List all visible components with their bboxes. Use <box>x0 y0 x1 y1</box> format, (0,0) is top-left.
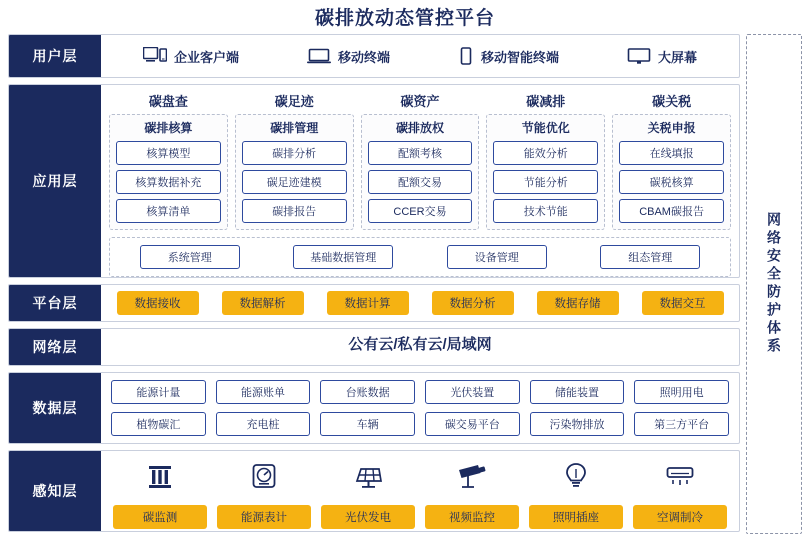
app-chip[interactable]: CCER交易 <box>368 199 473 223</box>
app-column-head: 碳资产 <box>400 94 440 109</box>
app-chip[interactable]: 配额考核 <box>368 141 473 165</box>
data-chip[interactable]: 污染物排放 <box>530 412 625 436</box>
app-chip[interactable]: 碳足迹建模 <box>242 170 347 194</box>
data-chip[interactable]: 储能装置 <box>530 380 625 404</box>
security-band <box>746 34 802 534</box>
sense-chip[interactable]: 空调制冷 <box>633 505 727 529</box>
app-chip[interactable]: 核算模型 <box>116 141 221 165</box>
user-item-label: 移动终端 <box>337 49 390 65</box>
app-chip[interactable]: 碳排分析 <box>242 141 347 165</box>
sense-chip[interactable]: 能源表计 <box>217 505 311 529</box>
app-column-carbon-inventory <box>109 91 228 230</box>
layer-sense-label: 感知层 <box>9 451 101 531</box>
layer-platform-content <box>101 285 739 321</box>
app-management-chip[interactable]: 基础数据管理 <box>293 245 393 269</box>
cctv-camera-icon <box>425 453 519 499</box>
app-column-head: 碳足迹 <box>274 94 314 109</box>
page-title: 碳排放动态管控平台 <box>314 8 495 29</box>
app-chip[interactable]: 技术节能 <box>493 199 598 223</box>
data-chip[interactable]: 能源计量 <box>111 380 206 404</box>
layer-data <box>8 372 740 444</box>
platform-chip[interactable]: 数据交互 <box>642 291 724 315</box>
app-column-sub: 碳排管理 <box>270 121 319 135</box>
laptop-icon <box>307 47 331 65</box>
layer-sense <box>8 450 740 532</box>
data-chip[interactable]: 充电桩 <box>216 412 311 436</box>
sense-chip[interactable]: 碳监测 <box>113 505 207 529</box>
layer-platform-label: 平台层 <box>9 285 101 321</box>
app-chip[interactable]: 节能分析 <box>493 170 598 194</box>
data-chip[interactable]: 台账数据 <box>320 380 415 404</box>
layer-stack <box>8 34 740 534</box>
platform-chip[interactable]: 数据计算 <box>327 291 409 315</box>
user-item-label: 大屏幕 <box>657 49 697 65</box>
user-item-label: 企业客户端 <box>173 49 239 65</box>
layer-data-label: 数据层 <box>9 373 101 443</box>
app-column-carbon-reduction <box>486 91 605 230</box>
platform-chip[interactable]: 数据存储 <box>537 291 619 315</box>
app-chip[interactable]: 配额交易 <box>368 170 473 194</box>
app-column-carbon-footprint <box>235 91 354 230</box>
app-column-head: 碳盘查 <box>148 94 188 109</box>
layer-user-content <box>101 35 739 77</box>
sense-chip[interactable]: 视频监控 <box>425 505 519 529</box>
energy-meter-icon <box>217 453 311 499</box>
layer-data-content <box>101 373 739 443</box>
app-chip[interactable]: 核算清单 <box>116 199 221 223</box>
sense-chip[interactable]: 光伏发电 <box>321 505 415 529</box>
app-column-sub: 关税申报 <box>647 121 696 135</box>
user-item-enterprise-client[interactable] <box>143 47 239 66</box>
app-column-carbon-assets <box>361 91 480 230</box>
light-bulb-icon <box>529 453 623 499</box>
layer-platform <box>8 284 740 322</box>
app-management-chip[interactable]: 系统管理 <box>140 245 240 269</box>
app-management-chip[interactable]: 设备管理 <box>447 245 547 269</box>
layer-network <box>8 328 740 366</box>
layer-user <box>8 34 740 78</box>
smartphone-icon <box>458 47 474 65</box>
app-column-sub: 节能优化 <box>521 121 570 135</box>
large-screen-icon <box>627 47 651 65</box>
air-conditioner-icon <box>633 453 727 499</box>
layer-network-content <box>101 329 739 365</box>
app-column-carbon-tariff <box>612 91 731 230</box>
app-chip[interactable]: CBAM碳报告 <box>619 199 724 223</box>
user-item-label: 移动智能终端 <box>480 49 559 65</box>
layer-app-content <box>101 85 739 277</box>
sense-chip[interactable]: 照明插座 <box>529 505 623 529</box>
layer-sense-content <box>101 451 739 531</box>
layer-app <box>8 84 740 278</box>
platform-chip[interactable]: 数据接收 <box>117 291 199 315</box>
solar-panel-icon <box>321 453 415 499</box>
data-chip[interactable]: 第三方平台 <box>634 412 729 436</box>
app-column-sub: 碳排放权 <box>395 121 444 135</box>
network-text: 公有云/私有云/局域网 <box>348 336 492 353</box>
app-column-head: 碳关税 <box>652 94 692 109</box>
layer-network-label: 网络层 <box>9 329 101 365</box>
app-chip[interactable]: 碳税核算 <box>619 170 724 194</box>
app-column-sub: 碳排核算 <box>144 121 193 135</box>
app-chip[interactable]: 核算数据补充 <box>116 170 221 194</box>
app-column-head: 碳减排 <box>526 94 566 109</box>
user-item-mobile-terminal[interactable] <box>307 47 390 66</box>
data-chip[interactable]: 车辆 <box>320 412 415 436</box>
platform-chip[interactable]: 数据解析 <box>222 291 304 315</box>
data-chip[interactable]: 光伏装置 <box>425 380 520 404</box>
data-chip[interactable]: 植物碳汇 <box>111 412 206 436</box>
platform-chip[interactable]: 数据分析 <box>432 291 514 315</box>
user-item-smart-mobile-terminal[interactable] <box>458 47 559 66</box>
carbon-sensor-icon <box>113 453 207 499</box>
app-chip[interactable]: 碳排报告 <box>242 199 347 223</box>
data-chip[interactable]: 照明用电 <box>634 380 729 404</box>
desktop-monitor-icon <box>143 47 167 65</box>
user-item-large-screen[interactable] <box>627 47 697 66</box>
app-chip[interactable]: 在线填报 <box>619 141 724 165</box>
app-management-group <box>109 237 731 277</box>
layer-user-label: 用户层 <box>9 35 101 77</box>
app-management-chip[interactable]: 组态管理 <box>600 245 700 269</box>
data-chip[interactable]: 碳交易平台 <box>425 412 520 436</box>
security-band-label: 网络安全防护体系 <box>766 212 782 356</box>
diagram-body <box>8 34 802 534</box>
layer-app-label: 应用层 <box>9 85 101 277</box>
app-chip[interactable]: 能效分析 <box>493 141 598 165</box>
data-chip[interactable]: 能源账单 <box>216 380 311 404</box>
